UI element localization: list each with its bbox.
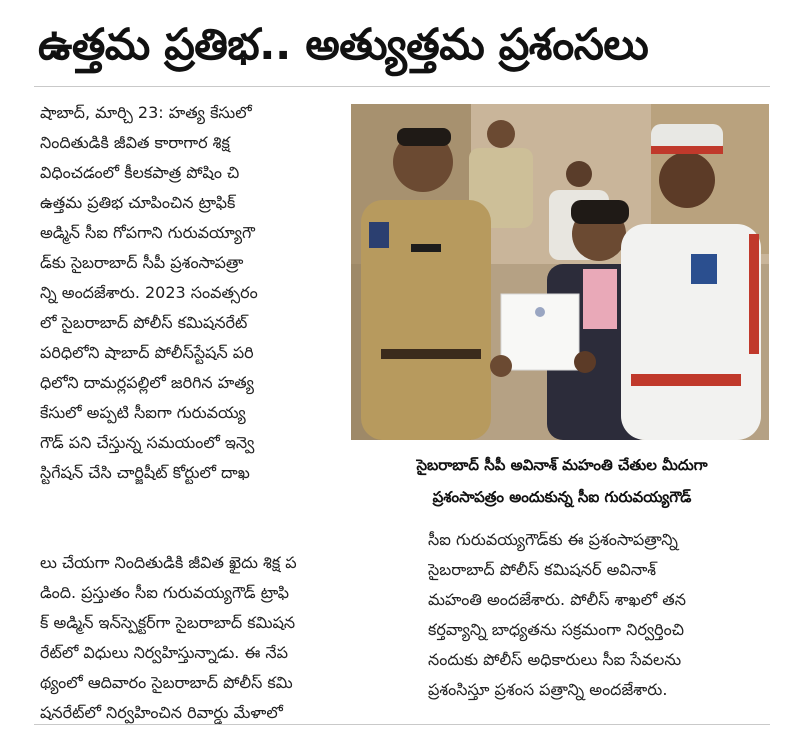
- traffic-officer-head: [659, 152, 715, 208]
- article-line: డ్‌కు సైబరాబాద్ సీపీ ప్రశంసాపత్రా: [40, 253, 244, 272]
- traffic-officer-belt: [631, 374, 741, 386]
- article-line: ధిలోని దామర్లపల్లిలో జరిగిన హత్య: [40, 373, 254, 392]
- article-bottom-right-column: [428, 525, 764, 705]
- traffic-officer-lanyard: [749, 234, 759, 354]
- traffic-officer-cap-band: [651, 146, 723, 154]
- traffic-officer-hand: [574, 351, 596, 373]
- article-line: నిందితుడికి జీవిత కారాగార శిక్ష: [40, 133, 230, 152]
- article-line: న్ని అందజేశారు. 2023 సంవత్సరం: [40, 283, 258, 302]
- photo-illustration: [351, 104, 769, 440]
- article-line: కేసులో అప్పటి సీఐగా గురువయ్య: [40, 403, 246, 422]
- photo-caption: [355, 449, 769, 513]
- article-line: షాబాద్, మార్చి 23: హత్య కేసులో: [40, 103, 252, 122]
- article-line: నందుకు పోలీస్ అధికారులు సీఐ సేవలను: [428, 650, 682, 669]
- article-left-column: [40, 98, 380, 488]
- headline-divider: [34, 86, 770, 87]
- article-bottom-left-column: [40, 548, 405, 728]
- article-line: కర్తవ్యాన్ని బాధ్యతను సక్రమంగా నిర్వర్తించి: [428, 620, 685, 639]
- article-line: షనరేట్‌లో నిర్వహించిన రివార్డు మేళాలో: [40, 703, 283, 722]
- officer-left-hair: [397, 128, 451, 146]
- article-line: సైబరాబాద్ పోలీస్ కమిషనర్ అవినాశ్: [428, 560, 657, 579]
- article-line: లో సైబరాబాద్ పోలీస్ కమిషనరేట్: [40, 313, 248, 332]
- certificate-emblem: [535, 307, 545, 317]
- certificate: [501, 294, 579, 370]
- officer-left-badge: [369, 222, 389, 248]
- article-line: ఉత్తమ ప్రతిభ చూపించిన ట్రాఫిక్: [40, 193, 236, 212]
- headline: ఉత్తమ ప్రతిభ.. అత్యుత్తమ ప్రశంసలు: [38, 20, 649, 70]
- article-line: సీఐ గురువయ్యగౌడ్‌కు ఈ ప్రశంసాపత్రాన్ని: [428, 530, 678, 549]
- article-line: అడ్మిన్ సీఐ గోపగాని గురువయ్యాగౌ: [40, 223, 255, 242]
- article-line: మహంతి అందజేశారు. పోలీస్ శాఖలో తన: [428, 590, 686, 609]
- background-person-head: [566, 161, 592, 187]
- article-line: గౌడ్ పని చేస్తున్న సమయంలో ఇన్వె: [40, 433, 255, 452]
- article-line: రేట్‌లో విధులు నిర్వహిస్తున్నాడు. ఈ నేప: [40, 643, 289, 662]
- news-photo: [351, 104, 769, 440]
- woman-hair: [571, 200, 629, 224]
- officer-left-nameplate: [411, 244, 441, 252]
- article-line: ప్రశంసిస్తూ ప్రశంస పత్రాన్ని అందజేశారు.: [428, 680, 668, 699]
- caption-line: సైబరాబాద్ సీపీ అవినాశ్ మహంతి చేతుల మీదుగా: [416, 456, 708, 474]
- article-line: విధించడంలో కీలకపాత్ర పోషిం చి: [40, 163, 240, 182]
- officer-left-belt: [381, 349, 481, 359]
- footer-divider: [34, 724, 770, 725]
- article-line: క్ అడ్మిన్ ఇన్‌స్పెక్టర్‌గా సైబరాబాద్ కమిషన: [40, 613, 296, 632]
- caption-line: ప్రశంసాపత్రం అందుకున్న సీఐ గురువయ్యగౌడ్: [432, 488, 692, 506]
- officer-left-hand: [490, 355, 512, 377]
- article-line: డింది. ప్రస్తుతం సీఐ గురువయ్యగౌడ్ ట్రాఫి: [40, 583, 290, 602]
- article-line: థ్యంలో ఆదివారం సైబరాబాద్ పోలీస్ కమి: [40, 673, 293, 692]
- background-officer-head: [487, 120, 515, 148]
- article-line: లు చేయగా నిందితుడికి జీవిత ఖైదు శిక్ష ప: [40, 553, 297, 572]
- article-line: పరిధిలోని షాబాద్ పోలీస్‌స్టేషన్ పరి: [40, 343, 254, 362]
- article-line: స్టిగేషన్ చేసి చార్జిషీట్ కోర్టులో దాఖ: [40, 463, 250, 482]
- traffic-officer-badge: [691, 254, 717, 284]
- woman-scarf: [583, 269, 617, 329]
